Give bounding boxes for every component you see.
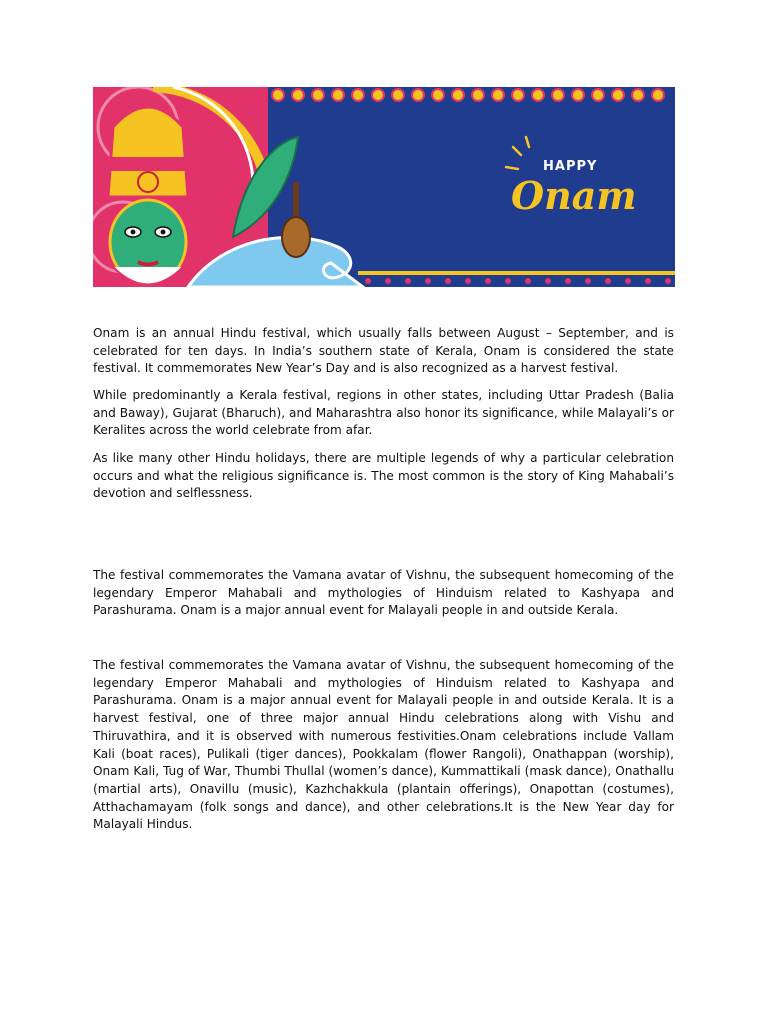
paragraph-intro: Onam is an annual Hindu festival, which usually falls between August – September, and is celebrated for ten days. In India’s southern state of Kerala, Onam is considered the state festival. It commemorates New Year’s Day and is also recognized as a harvest festival. — [93, 326, 674, 376]
paragraph-legends: As like many other Hindu holidays, there are multiple legends of why a particular celebration occurs and what the religious significance is. The most common is the story of King Mahabali’s devotion and selflessness. — [93, 451, 674, 501]
banner-greeting-large: Onam — [511, 173, 637, 218]
paragraph-vamana-short: The festival commemorates the Vamana avatar of Vishnu, the subsequent homecoming of the legendary Emperor Mahabali and mythologies of Hinduism related to Kashyapa and Parashurama. Onam is a major annual event for Malayali people in and outside Kerala. — [93, 568, 674, 618]
paragraph-regions: While predominantly a Kerala festival, regions in other states, including Uttar Pradesh (Balia and Baway), Gujarat (Bharuch), and Maharashtra also honor its significance, while Malayali’s or Keralites across the world celebrate from afar. — [93, 388, 674, 438]
paragraph-vamana-long: The festival commemorates the Vamana avatar of Vishnu, the subsequent homecoming of the legendary Emperor Mahabali and mythologies of Hinduism related to Kashyapa and Parashurama. Onam is a major annual event for Malayali people in and outside Kerala. It is a harvest festival, one of three major annual Hindu celebrations along with Vishu and Thiruvathira, and it is observed with numerous festivities.Onam celebrations include Vallam Kali (boat races), Pulikali (tiger dances), Pookkalam (flower Rangoli), Onathappan (worship), Onam Kali, Tug of War, Thumbi Thullal (women’s dance), Kummattikali (mask dance), Onathallu (martial arts), Onavillu (music), Kazhchakkula (plantain offerings), Onapottan (costumes), Atthachamayam (folk songs and dance), and other celebrations.It is the New Year day for Malayali Hindus. — [93, 658, 674, 832]
banner-greeting-small: HAPPY — [543, 159, 598, 174]
onam-banner-image — [93, 87, 675, 287]
